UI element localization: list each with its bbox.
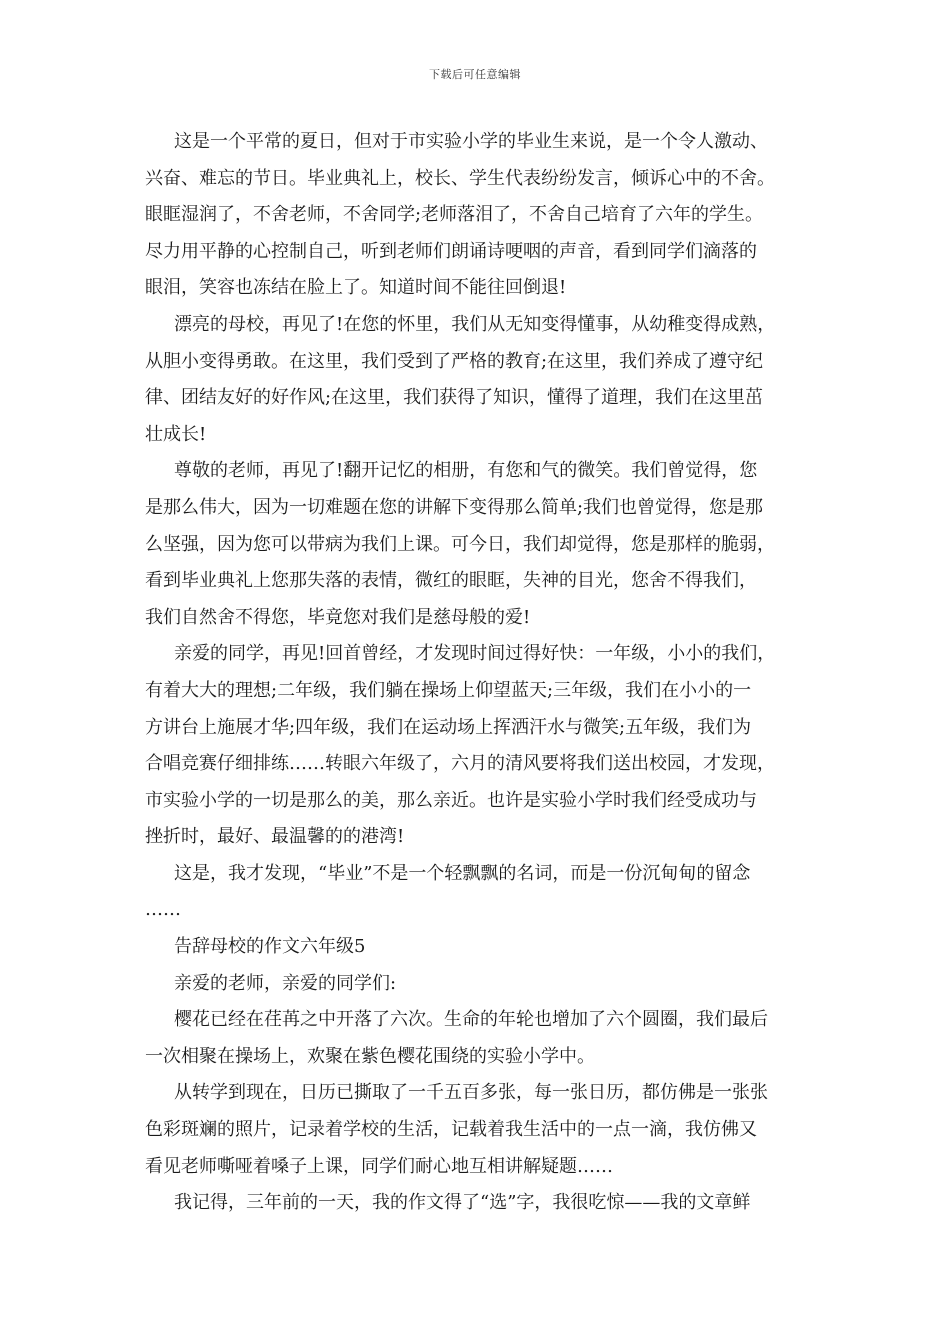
text-line: 尽力用平静的心控制自己，听到老师们朗诵诗哽咽的声音，看到同学们滴落的 (145, 240, 757, 262)
text-line: 合唱竞赛仔细排练……转眼六年级了，六月的清风要将我们送出校园，才发现， (145, 753, 775, 775)
text-line: 壮成长! (145, 423, 207, 445)
paragraph (145, 1075, 820, 1185)
text-line: 律、团结友好的好作风;在这里，我们获得了知识，懂得了道理，我们在这里茁 (145, 387, 764, 409)
paragraph (145, 1185, 820, 1222)
text-line: 眼泪，笑容也冻结在脸上了。知道时间不能往回倒退! (145, 277, 567, 299)
text-line: 从胆小变得勇敢。在这里，我们受到了严格的教育;在这里，我们养成了遵守纪 (145, 350, 764, 372)
text-line: …… (145, 899, 181, 921)
text-line: 一次相聚在操场上，欢聚在紫色樱花围绕的实验小学中。 (145, 1045, 595, 1067)
text-line: 告辞母校的作文六年级5 (174, 936, 366, 958)
text-line: 这是一个平常的夏日，但对于市实验小学的毕业生来说，是一个令人激动、 (174, 131, 768, 152)
paragraph (145, 453, 820, 636)
text-line: 我记得，三年前的一天，我的作文得了“选”字，我很吃惊——我的文章鲜 (174, 1192, 751, 1214)
text-line: 兴奋、难忘的节日。毕业典礼上，校长、学生代表纷纷发言，倾诉心中的不舍。 (145, 167, 775, 189)
text-line: 尊敬的老师，再见了!翻开记忆的相册，有您和气的微笑。我们曾觉得，您 (174, 460, 758, 482)
text-line: 色彩斑斓的照片，记录着学校的生活，记载着我生活中的一点一滴，我仿佛又 (145, 1119, 757, 1141)
text-line: 是那么伟大，因为一切难题在您的讲解下变得那么简单;我们也曾觉得，您是那 (145, 496, 764, 518)
text-line: 挫折时，最好、最温馨的的港湾! (145, 826, 405, 848)
text-line: 方讲台上施展才华;四年级，我们在运动场上挥洒汗水与微笑;五年级，我们为 (145, 716, 752, 738)
paragraph (145, 966, 820, 1003)
text-line: 么坚强，因为您可以带病为我们上课。可今日，我们却觉得，您是那样的脆弱， (145, 533, 775, 555)
paragraph (145, 856, 820, 929)
text-line: 从转学到现在，日历已撕取了一千五百多张，每一张日历，都仿佛是一张张 (174, 1082, 768, 1104)
paragraph (145, 636, 820, 856)
document-body (145, 124, 820, 1222)
text-line: 亲爱的老师，亲爱的同学们: (174, 972, 397, 994)
text-line: 看见老师嘶哑着嗓子上课，同学们耐心地互相讲解疑题…… (145, 1155, 613, 1177)
paragraph (145, 1002, 820, 1075)
text-line: 有着大大的理想;二年级，我们躺在操场上仰望蓝天;三年级，我们在小小的一 (145, 679, 752, 701)
text-line: 看到毕业典礼上您那失落的表情，微红的眼眶，失神的目光，您舍不得我们， (145, 570, 757, 592)
text-line: 漂亮的母校，再见了!在您的怀里，我们从无知变得懂事，从幼稚变得成熟， (174, 313, 776, 335)
text-line: 樱花已经在荏苒之中开落了六次。生命的年轮也增加了六个圆圈，我们最后 (174, 1009, 768, 1031)
paragraph (145, 929, 820, 966)
text-line: 眼眶湿润了，不舍老师，不舍同学;老师落泪了，不舍自己培育了六年的学生。 (145, 204, 764, 226)
text-line: 我们自然舍不得您，毕竟您对我们是慈母般的爱! (145, 606, 531, 628)
page-header: 下载后可任意编辑 (429, 68, 521, 81)
paragraph (145, 307, 820, 453)
text-line: 这是，我才发现，“毕业”不是一个轻飘飘的名词，而是一份沉甸甸的留念 (174, 862, 751, 884)
paragraph (145, 124, 820, 307)
text-line: 亲爱的同学，再见!回首曾经，才发现时间过得好快：一年级，小小的我们， (174, 643, 776, 665)
text-line: 市实验小学的一切是那么的美，那么亲近。也许是实验小学时我们经受成功与 (145, 789, 757, 811)
